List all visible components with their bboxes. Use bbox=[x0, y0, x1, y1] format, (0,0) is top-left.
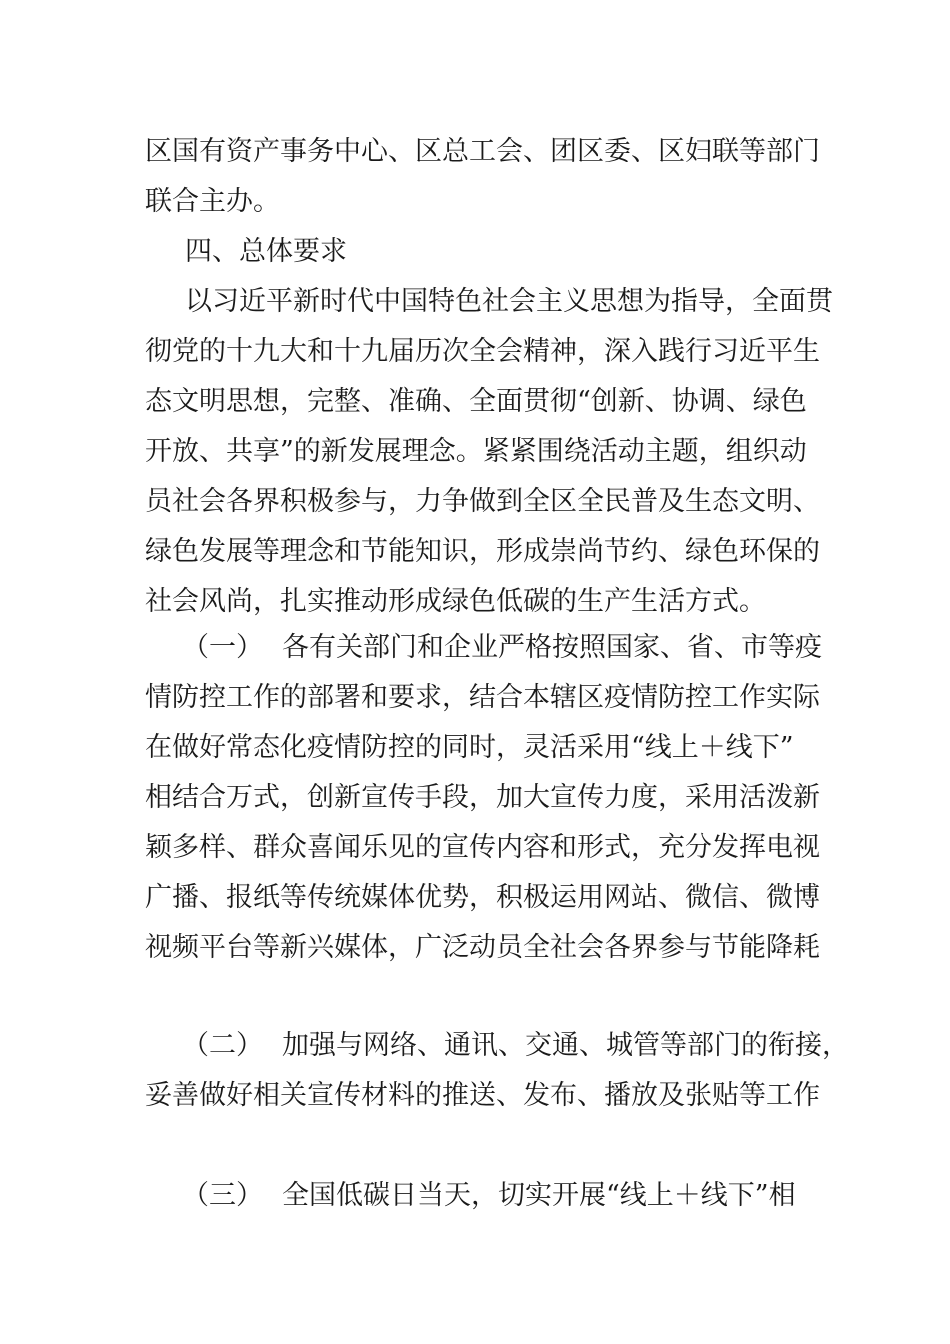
line-text: 开放、共享”的新发展理念。紧紧围绕活动主题，组织动 bbox=[145, 436, 807, 467]
line-text: 以习近平新时代中国特色社会主义思想为指导，全面贯 bbox=[185, 286, 833, 317]
line-text: 情防控工作的部署和要求，结合本辖区疫情防控工作实际 bbox=[145, 682, 820, 713]
paragraph-line bbox=[0, 327, 950, 377]
line-text: 态文明思想，完整、准确、全面贯彻“创新、协调、绿色 bbox=[145, 386, 807, 417]
line-text: 全国低碳日当天，切实开展“线上＋线下”相 bbox=[282, 1180, 796, 1211]
paragraph-line bbox=[0, 427, 950, 477]
list-item-line bbox=[0, 623, 950, 673]
line-text: 视频平台等新兴媒体，广泛动员全社会各界参与节能降耗 bbox=[145, 932, 820, 963]
line-text: 员社会各界积极参与，力争做到全区全民普及生态文明、 bbox=[145, 486, 820, 517]
line-text: 联合主办。 bbox=[145, 186, 280, 217]
line-text: 颖多样、群众喜闻乐见的宣传内容和形式，充分发挥电视 bbox=[145, 832, 820, 863]
line-text: 在做好常态化疫情防控的同时，灵活采用“线上＋线下” bbox=[145, 732, 794, 763]
paragraph-line bbox=[0, 723, 950, 773]
paragraph-line bbox=[0, 527, 950, 577]
line-text: 社会风尚，扎实推动形成绿色低碳的生产生活方式。 bbox=[145, 586, 766, 617]
paragraph-line bbox=[0, 177, 950, 227]
line-text: 区国有资产事务中心、区总工会、团区委、区妇联等部门 bbox=[145, 136, 820, 167]
paragraph-line bbox=[0, 577, 950, 627]
line-text: 妥善做好相关宣传材料的推送、发布、播放及张贴等工作 bbox=[145, 1080, 820, 1111]
paragraph-line bbox=[0, 277, 950, 327]
list-marker: （二） bbox=[182, 1030, 263, 1061]
line-text: 相结合万式，创新宣传手段，加大宣传力度，采用活泼新 bbox=[145, 782, 820, 813]
paragraph-line bbox=[0, 673, 950, 723]
line-text: 广播、报纸等传统媒体优势，积极运用网站、微信、微博 bbox=[145, 882, 820, 913]
list-item-line bbox=[0, 1171, 950, 1221]
list-item-line bbox=[0, 1021, 950, 1071]
list-marker: （三） bbox=[182, 1180, 263, 1211]
paragraph-line bbox=[0, 773, 950, 823]
heading-text: 四、总体要求 bbox=[185, 236, 347, 267]
section-heading bbox=[0, 227, 950, 277]
paragraph-line bbox=[0, 873, 950, 923]
line-text: 彻党的十九大和十九届历次全会精神，深入践行习近平生 bbox=[145, 336, 820, 367]
line-text: 各有关部门和企业严格按照国家、省、市等疫 bbox=[282, 632, 822, 663]
list-marker: （一） bbox=[182, 632, 263, 663]
line-text: 加强与网络、通讯、交通、城管等部门的衔接， bbox=[282, 1030, 849, 1061]
paragraph-line bbox=[0, 377, 950, 427]
paragraph-line bbox=[0, 923, 950, 973]
paragraph-line bbox=[0, 477, 950, 527]
paragraph-line bbox=[0, 127, 950, 177]
paragraph-line bbox=[0, 823, 950, 873]
paragraph-line bbox=[0, 1071, 950, 1121]
line-text: 绿色发展等理念和节能知识，形成崇尚节约、绿色环保的 bbox=[145, 536, 820, 567]
